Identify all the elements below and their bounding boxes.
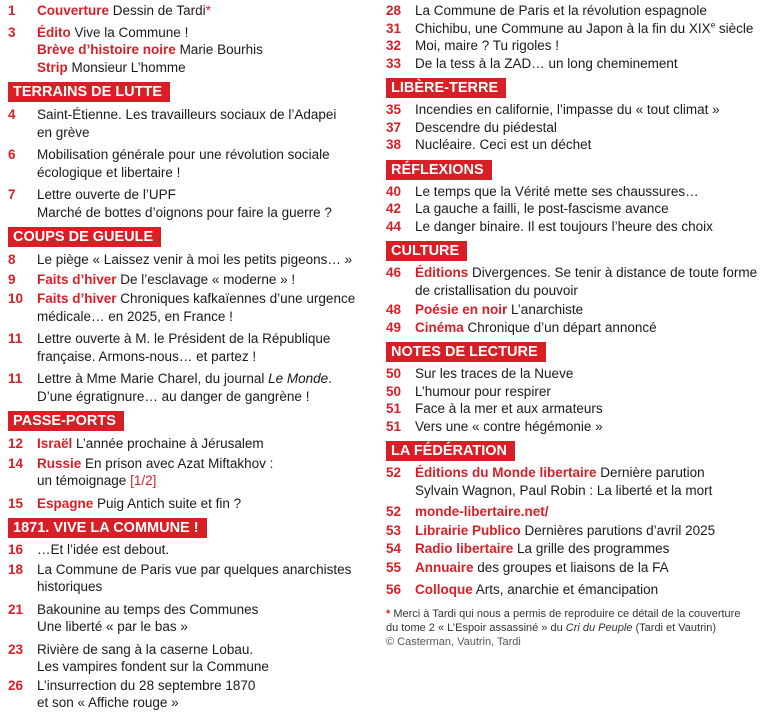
section-header: LIBÈRE-TERRE	[386, 78, 506, 98]
entry-title-cont: en grève	[37, 124, 90, 140]
toc-entry-7[interactable]	[8, 186, 378, 221]
entry-title: des groupes et liaisons de la FA	[477, 559, 669, 575]
toc-entry-18[interactable]	[8, 561, 378, 596]
entry-title-cont: Sylvain Wagnon, Paul Robin : La liberté et la mort	[415, 482, 713, 498]
entry-keyword: Annuaire	[415, 559, 474, 575]
entry-title-cont: Marché de bottes d’oignons pour faire la guerre ?	[37, 204, 332, 220]
entry-title: Lettre ouverte à M. le Président de la République	[37, 331, 331, 346]
section-libere	[386, 78, 776, 154]
page-number: 52	[386, 465, 402, 480]
footnote-line1: Merci à Tardi qui nous a permis de reproduire ce détail de la couverture	[393, 607, 741, 620]
toc-entry-50b[interactable]	[386, 383, 776, 401]
toc-entry-46[interactable]	[386, 264, 776, 299]
toc-entry-11a[interactable]	[8, 330, 378, 365]
toc-entry-21[interactable]	[8, 601, 378, 636]
page-number	[8, 41, 37, 59]
cover-footnote	[386, 607, 776, 649]
entry-title-cont: D’une égratignure… au danger de gangrène !	[37, 388, 310, 404]
entry-title: Saint-Étienne. Les travailleurs sociaux de l’Adapei	[37, 107, 337, 122]
page-number: 18	[8, 561, 24, 577]
section-federation	[386, 441, 776, 599]
section-reflexions	[386, 160, 776, 236]
entry-title: Mobilisation générale pour une révolution sociale	[37, 147, 330, 162]
entry-punct: .	[328, 371, 332, 386]
page-number: 49	[386, 319, 402, 335]
page-number: 31	[386, 20, 402, 36]
page-number: 3	[8, 24, 16, 40]
entry-title: La Commune de Paris vue par quelques anarchistes	[37, 561, 352, 577]
toc-entry-32[interactable]	[386, 37, 776, 55]
section-culture	[386, 241, 776, 336]
entry-title: Chichibu, une Commune au Japon à la fin du XIX	[415, 20, 711, 36]
entry-keyword: Cinéma	[415, 319, 464, 335]
page-number: 26	[8, 677, 24, 693]
entry-title-cont: et son « Affiche rouge »	[37, 695, 179, 710]
page-number: 51	[386, 418, 402, 434]
entry-title: Nucléaire. Ceci est un déchet	[415, 137, 592, 152]
section-header: 1871. VIVE LA COMMUNE !	[8, 518, 207, 538]
toc-entry-52b[interactable]	[386, 503, 776, 521]
entry-title: Face à la mer et aux armateurs	[415, 401, 603, 416]
toc-entry-33[interactable]	[386, 55, 776, 73]
entry-title-cont: écologique et libertaire !	[37, 164, 181, 180]
page-number: 8	[8, 252, 16, 267]
page-number: 48	[386, 302, 402, 317]
entry-title: …Et l’idée est debout.	[37, 542, 170, 557]
part-marker: [1/2]	[130, 473, 157, 488]
toc-entry-54[interactable]	[386, 540, 776, 558]
entry-title-cont: historiques	[37, 579, 103, 594]
section-passeports	[8, 411, 378, 512]
page-number: 7	[8, 187, 16, 202]
toc-entry-55[interactable]	[386, 559, 776, 577]
entry-title-cont: de cristallisation du pouvoir	[415, 282, 578, 298]
toc-entry-15[interactable]	[8, 495, 378, 513]
entry-title: Chroniques kafkaïennes d’une urgence	[120, 291, 356, 306]
entry-title: L’année prochaine à Jérusalem	[76, 436, 264, 451]
page-number: 4	[8, 107, 16, 122]
website-link[interactable]: monde-libertaire.net/	[415, 504, 549, 519]
entry-keyword: Librairie Publico	[415, 522, 521, 538]
entry-title-cont: Une liberté « par le bas »	[37, 619, 188, 634]
entry-keyword: Colloque	[415, 582, 473, 597]
entry-title: Vive la Commune !	[74, 24, 189, 40]
page-number: 40	[386, 183, 402, 199]
section-header: PASSE-PORTS	[8, 411, 124, 431]
page-number: 33	[386, 55, 402, 71]
section-notes	[386, 342, 776, 435]
section-header: RÉFLEXIONS	[386, 160, 492, 180]
page-number: 56	[386, 582, 402, 597]
entry-title: Lettre à Mme Marie Charel, du journal	[37, 371, 269, 386]
toc-entry-48[interactable]	[386, 301, 776, 319]
page-number: 32	[386, 38, 402, 53]
section-header: CULTURE	[386, 241, 467, 261]
page-number: 50	[386, 383, 402, 399]
toc-entry-53[interactable]	[386, 522, 776, 540]
entry-title-cont: un témoignage	[37, 473, 131, 488]
page-number	[8, 59, 37, 77]
section-header: NOTES DE LECTURE	[386, 342, 546, 362]
entry-title: Divergences. Se tenir à distance de toute forme	[472, 265, 758, 280]
entry-title: Dernières parutions d’avril 2025	[524, 522, 716, 538]
page-number: 21	[8, 601, 24, 617]
intro-section	[8, 0, 378, 76]
right-column	[386, 0, 776, 649]
page-number: 44	[386, 218, 402, 234]
entry-title: Incendies en californie, l’impasse du « tout climat »	[415, 102, 720, 117]
entry-keyword: Faits d’hiver	[37, 291, 117, 306]
newspaper-name: Le Monde	[268, 371, 329, 386]
toc-entry-23[interactable]	[8, 641, 378, 676]
entry-title: La gauche a failli, le post-fascisme avance	[415, 201, 669, 216]
entry-title: L’humour pour respirer	[415, 383, 551, 399]
page-number: 55	[386, 559, 402, 575]
toc-entry-breve[interactable]	[8, 41, 378, 59]
toc-entry-56[interactable]	[386, 581, 776, 599]
toc-entry-8[interactable]	[8, 251, 378, 269]
toc-entry-40[interactable]	[386, 183, 776, 201]
entry-title: Arts, anarchie et émancipation	[475, 582, 659, 597]
toc-entry-3[interactable]	[8, 24, 378, 42]
toc-entry-50a[interactable]	[386, 365, 776, 383]
toc-entry-strip[interactable]	[8, 59, 378, 77]
entry-keyword: Éditions du Monde libertaire	[415, 465, 597, 480]
page-number: 51	[386, 401, 402, 416]
toc-entry-9[interactable]	[8, 271, 378, 289]
page-number: 1	[8, 3, 16, 18]
entry-title: L’anarchiste	[511, 302, 584, 317]
toc-entry-14[interactable]	[8, 455, 378, 490]
toc-entry-6[interactable]	[8, 146, 378, 181]
entry-keyword: Poésie en noir	[415, 302, 508, 317]
entry-keyword: Couverture	[37, 3, 110, 18]
page-number: 38	[386, 137, 402, 152]
superscript-e: e	[710, 20, 716, 29]
entry-title: Le temps que la Vérité mette ses chaussures…	[415, 183, 699, 199]
entry-title-cont: française. Armons-nous… et partez !	[37, 348, 257, 364]
page-number: 14	[8, 455, 24, 471]
page-number: 52	[386, 504, 402, 519]
entry-title-cont: médicale… en 2025, en France !	[37, 308, 233, 324]
entry-title: Chronique d’un départ annoncé	[467, 319, 657, 335]
toc-entry-1[interactable]	[8, 2, 378, 20]
section-header: TERRAINS DE LUTTE	[8, 82, 170, 102]
page-number: 11	[8, 331, 23, 346]
entry-title: La Commune de Paris et la révolution espagnole	[415, 3, 707, 18]
toc-entry-51a[interactable]	[386, 400, 776, 418]
intro-section-right	[386, 0, 776, 72]
entry-title: Dessin de Tardi	[112, 3, 206, 18]
entry-title: Descendre du piédestal	[415, 119, 557, 135]
footnote-star: *	[386, 607, 391, 620]
entry-keyword: Russie	[37, 455, 82, 471]
page-number: 12	[8, 436, 24, 451]
copyright-line: © Casterman, Vautrin, Tardi	[386, 635, 521, 648]
toc-entry-26[interactable]	[8, 677, 378, 712]
page-number: 16	[8, 542, 24, 557]
page-number: 10	[8, 291, 24, 306]
page-number: 35	[386, 102, 402, 117]
entry-keyword: Strip	[37, 59, 68, 75]
entry-title: Marie Bourhis	[179, 42, 263, 57]
entry-title: Rivière de sang à la caserne Lobau.	[37, 641, 254, 657]
toc-entry-51b[interactable]	[386, 418, 776, 436]
entry-title: Bakounine au temps des Communes	[37, 601, 259, 617]
entry-title: De l’esclavage « moderne » !	[120, 271, 296, 287]
toc-entry-38[interactable]	[386, 136, 776, 154]
page-number: 9	[8, 271, 16, 287]
left-column	[8, 0, 378, 712]
footnote-line2-end: (Tardi et Vautrin)	[632, 621, 716, 634]
entry-keyword: Faits d’hiver	[37, 271, 117, 287]
entry-title: De la tess à la ZAD… un long cheminement	[415, 55, 678, 71]
page-number: 28	[386, 3, 402, 18]
toc-entry-4[interactable]	[8, 106, 378, 141]
entry-title-cont: Les vampires fondent sur la Commune	[37, 659, 269, 674]
toc-entry-10[interactable]	[8, 290, 378, 325]
entry-title: Monsieur L’homme	[71, 59, 186, 75]
entry-title: La grille des programmes	[517, 541, 670, 556]
entry-keyword: Éditions	[415, 265, 469, 280]
entry-keyword: Brève d’histoire noire	[37, 42, 176, 57]
entry-title: Le piège « Laissez venir à moi les petits pigeons… »	[37, 252, 353, 267]
footnote-star: *	[205, 3, 211, 18]
toc-entry-49[interactable]	[386, 319, 776, 337]
toc-entry-31[interactable]	[386, 20, 776, 38]
toc-entry-35[interactable]	[386, 101, 776, 119]
toc-entry-52a[interactable]	[386, 464, 776, 499]
entry-title-end: siècle	[715, 20, 754, 36]
entry-title: Sur les traces de la Nueve	[415, 366, 574, 381]
toc-entry-11b[interactable]	[8, 370, 378, 405]
page-number: 50	[386, 366, 402, 381]
entry-title: Lettre ouverte de l’UPF	[37, 187, 176, 202]
page-number: 37	[386, 119, 402, 135]
book-title: Cri du Peuple	[565, 621, 633, 634]
entry-title: Dernière parution	[600, 465, 705, 480]
footnote-line2: du tome 2 « L’Espoir assassiné » du	[386, 621, 566, 634]
entry-keyword: Espagne	[37, 495, 94, 511]
page-number: 53	[386, 522, 402, 538]
toc-entry-44[interactable]	[386, 218, 776, 236]
toc-entry-28[interactable]	[386, 2, 776, 20]
page-number: 11	[8, 371, 23, 386]
page-number: 54	[386, 541, 402, 556]
page-number: 23	[8, 641, 24, 657]
section-header: COUPS DE GUEULE	[8, 227, 161, 247]
entry-keyword: Israël	[37, 436, 73, 451]
section-terrains	[8, 82, 378, 221]
page-number: 15	[8, 495, 24, 511]
toc-entry-16[interactable]	[8, 541, 378, 559]
entry-title: Le danger binaire. Il est toujours l’heure des choix	[415, 218, 713, 234]
page-number: 46	[386, 265, 402, 280]
entry-title: Puig Antich suite et fin ?	[97, 495, 242, 511]
entry-title: Moi, maire ? Tu rigoles !	[415, 38, 560, 53]
page-number: 42	[386, 201, 402, 216]
entry-title: L’insurrection du 28 septembre 1870	[37, 677, 256, 693]
entry-title: En prison avec Azat Miftakhov :	[85, 455, 274, 471]
toc-entry-37[interactable]	[386, 119, 776, 137]
page-number: 6	[8, 147, 16, 162]
entry-keyword: Édito	[37, 24, 71, 40]
section-coups	[8, 227, 378, 405]
toc-entry-42[interactable]	[386, 200, 776, 218]
section-commune	[8, 518, 378, 712]
entry-keyword: Radio libertaire	[415, 541, 514, 556]
section-header: LA FÉDÉRATION	[386, 441, 515, 461]
entry-title: Vers une « contre hégémonie »	[415, 418, 603, 434]
toc-entry-12[interactable]	[8, 435, 378, 453]
